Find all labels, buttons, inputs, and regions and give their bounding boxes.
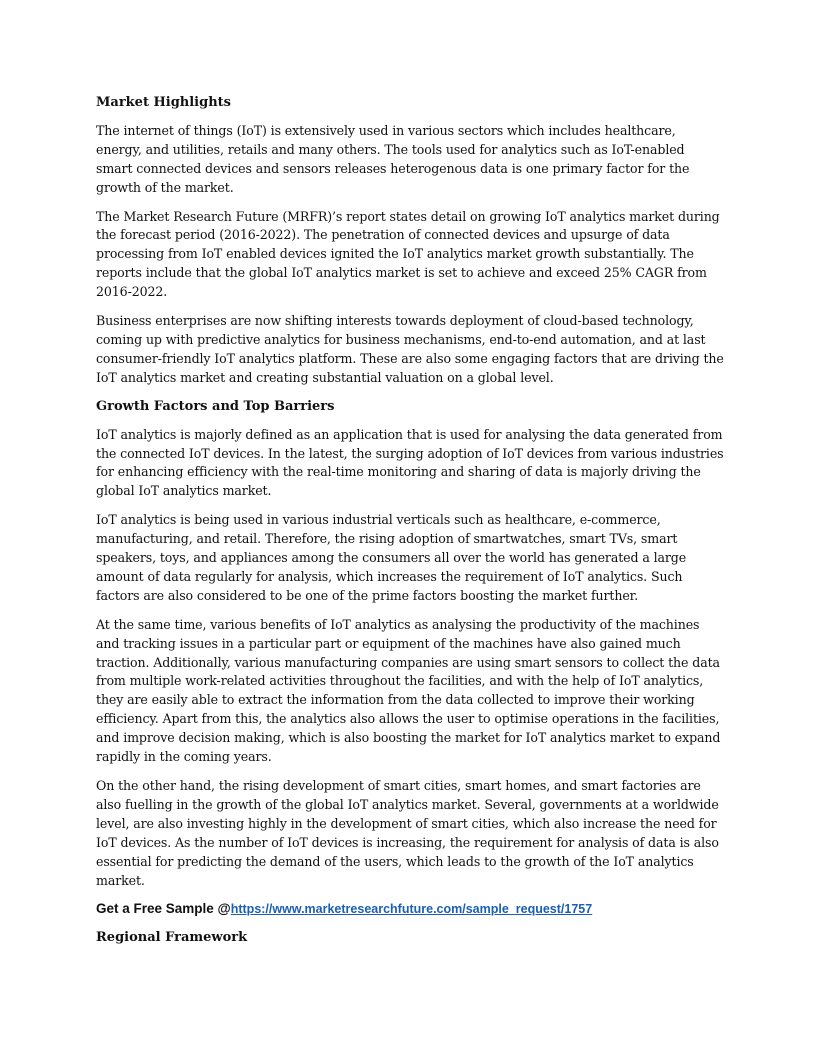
heading-market-highlights: Market Highlights xyxy=(96,95,231,110)
paragraph: The Market Research Future (MRFR)’s report states detail on growing IoT analytics market during the forecast period (2016-2022). The penetration of connected devices and upsurge of data processing from IoT enabled devices ignited the IoT analytics market growth substantially. The reports include that the global IoT analytics market is set to achieve and exceed 25% CAGR from 2016-2022. xyxy=(96,208,720,300)
document-page xyxy=(96,94,724,957)
paragraph: IoT analytics is being used in various industrial verticals such as healthcare, e-commerce, manufacturing, and retail. Therefore, the rising adoption of smartwatches, smart TVs, smart speakers, toys, and appliances among the consumers all over the world has generated a large amount of data regularly for analysis, which increases the requirement of IoT analytics. Such factors are also considered to be one of the prime factors boosting the market further. xyxy=(96,512,687,603)
paragraph: The internet of things (IoT) is extensively used in various sectors which includes healthcare, energy, and utilities, retails and many others. The tools used for analytics such as IoT-enabled smart connected devices and sensors releases heterogenous data is one primary factor for the growth of the market. xyxy=(96,122,690,195)
heading-growth-factors: Growth Factors and Top Barriers xyxy=(96,398,335,414)
free-sample-label: Get a Free Sample @ xyxy=(96,901,231,917)
heading-regional-framework: Regional Framework xyxy=(96,930,248,946)
paragraph: IoT analytics is majorly defined as an application that is used for analysing the data generated from the connected IoT devices. In the latest, the surging adoption of IoT devices from various industries for enhancing efficiency with the real-time monitoring and sharing of data is majorly driving the global IoT analytics market. xyxy=(96,426,724,499)
paragraph: At the same time, various benefits of IoT analytics as analysing the productivity of the machines and tracking issues in a particular part or equipment of the machines have also gained much traction. Additionally, various manufacturing companies are using smart sensors to collect the data from multiple work-related activities throughout the facilities, and with the help of IoT analytics, they are easily able to extract the information from the data collected to improve their working efficiency. Apart from this, the analytics also allows the user to optimise operations in the facilities, and improve decision making, which is also boosting the market for IoT analytics market to expand rapidly in the coming years. xyxy=(96,616,721,765)
free-sample-line xyxy=(96,900,724,919)
paragraph: Business enterprises are now shifting interests towards deployment of cloud-based technology, coming up with predictive analytics for business mechanisms, end-to-end automation, and at last consumer-friendly IoT analytics platform. These are also some engaging factors that are driving the IoT analytics market and creating substantial valuation on a global level. xyxy=(96,313,724,385)
sample-request-link[interactable]: https://www.marketresearchfuture.com/sample_request/1757 xyxy=(230,902,593,917)
paragraph: On the other hand, the rising development of smart cities, smart homes, and smart factories are also fuelling in the growth of the global IoT analytics market. Several, governments at a worldwide level, are also investing highly in the development of smart cities, which also increase the need for IoT devices. As the number of IoT devices is increasing, the requirement for analysis of data is also essential for predicting the demand of the users, which leads to the growth of the IoT analytics market. xyxy=(96,778,719,888)
